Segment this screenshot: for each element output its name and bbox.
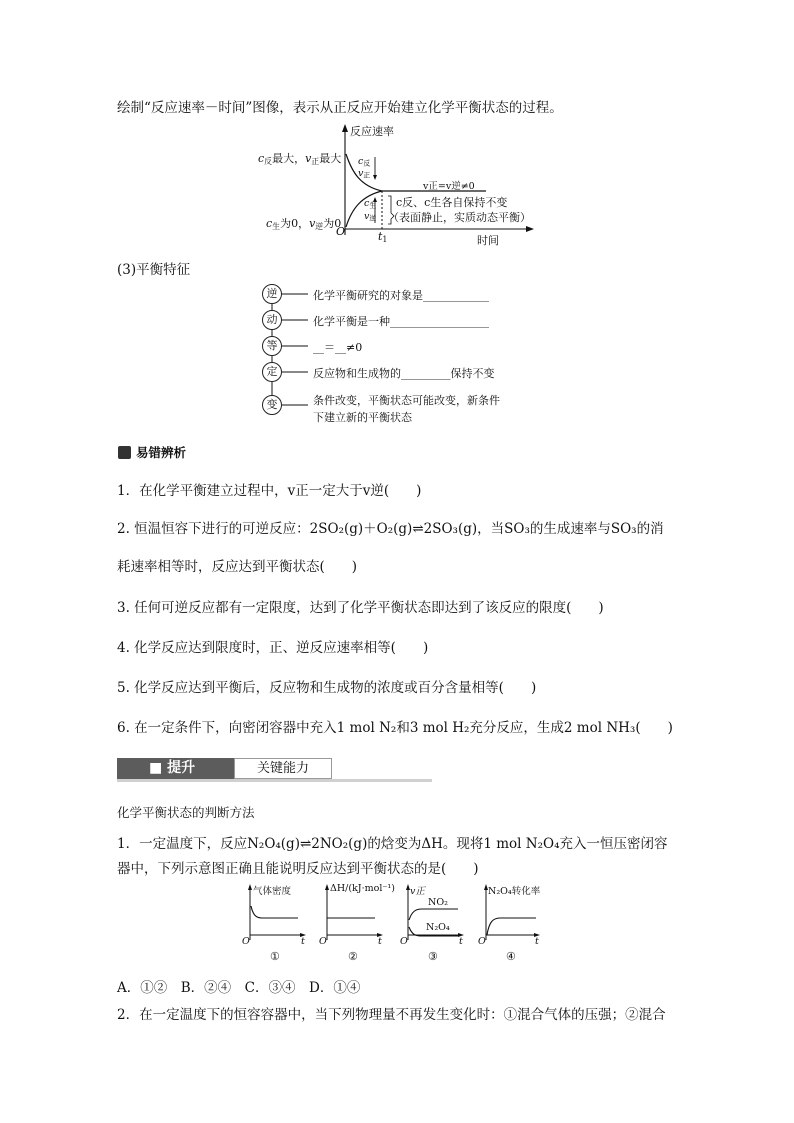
c-fan-label: $c_反$: [358, 156, 371, 168]
section3-title: (3)平衡特征: [117, 262, 191, 278]
mini-graph1-origin: O: [242, 936, 250, 947]
question1-options: A．①② B．②④ C．③④ D．①④: [117, 980, 361, 996]
top-left-label: $c_反$最大，$v_正$最大: [258, 152, 342, 166]
feature-badge-bian: 变: [262, 395, 282, 415]
note-line1: c反、c生各自保持不变: [396, 196, 508, 209]
statement-3: 3. 任何可逆反应都有一定限度，达到了化学平衡状态即达到了该反应的限度( ): [117, 600, 604, 616]
mini-graph2-caption: ②: [348, 950, 358, 963]
origin-label: O: [336, 225, 346, 238]
feature-text-ni: 化学平衡研究的对象是____________: [313, 289, 489, 302]
intro-text: 绘制“反应速率－时间”图像，表示从正反应开始建立化学平衡状态的过程。: [117, 100, 563, 116]
mini-graph1-t: t: [301, 936, 305, 947]
note-line2: （表面静止，实质动态平衡）: [388, 211, 531, 224]
v-ni-label: $v_逆$: [364, 211, 377, 223]
mini-graph1-caption: ①: [270, 950, 280, 963]
feature-badge-ding: 定: [262, 362, 282, 382]
c-sheng-label: $c_生$: [364, 198, 377, 210]
judge-method-title: 化学平衡状态的判断方法: [117, 805, 255, 820]
statement-2: 2. 恒温恒容下进行的可逆反应：2SO₂(g)＋O₂(g)⇌2SO₃(g)，当SO₃的生成速率与SO₃的消: [117, 521, 664, 537]
mini-graph4-ylabel: N₂O₄转化率: [488, 886, 541, 897]
statement-5: 5. 化学反应达到平衡后，反应物和生成物的浓度或百分含量相等( ): [117, 680, 537, 696]
error-analysis-title: 易错辨析: [136, 445, 187, 460]
banner-left-label: ■ 提升: [149, 760, 196, 776]
statement-2-cont: 耗速率相等时，反应达到平衡状态( ): [117, 559, 358, 575]
feature-badge-dong: 动: [262, 310, 282, 330]
y-axis-label: 反应速率: [350, 125, 394, 138]
mini-graph2-ylabel: ΔH/(kJ·mol⁻¹): [330, 883, 395, 894]
mini-graph1-ylabel: 气体密度: [253, 886, 292, 897]
mini-graph2-origin: O: [319, 936, 327, 947]
feature-badge-ni: 逆: [262, 284, 282, 304]
banner-right-label: 关键能力: [234, 758, 332, 779]
mini-graph2-t: t: [378, 936, 382, 947]
v-zheng-label: $v_正$: [358, 168, 371, 180]
feature-text-bian-2: 下建立新的平衡状态: [313, 411, 412, 424]
question1-line2: 器中，下列示意图正确且能说明反应达到平衡状态的是( ): [117, 861, 479, 877]
feature-text-ding: 反应物和生成物的_________保持不变: [313, 367, 495, 380]
mini-graph3-curve-n2o4: N₂O₄: [426, 922, 450, 933]
feature-text-bian-1: 条件改变，平衡状态可能改变，新条件: [313, 394, 500, 407]
feature-text-deng: __＝__≠0: [313, 341, 363, 354]
statement-1: 1．在化学平衡建立过程中，v正一定大于v逆( ): [117, 483, 422, 499]
bottom-left-label: $c_生$为0，$v_逆$为0: [266, 217, 342, 231]
statement-4: 4. 化学反应达到限度时，正、逆反应速率相等( ): [117, 640, 429, 656]
feature-badge-deng: 等: [262, 336, 282, 356]
feature-text-dong: 化学平衡是一种__________________: [313, 315, 489, 328]
mini-graph3-curve-no2: NO₂: [428, 897, 448, 908]
question1-line1: 1．一定温度下，反应N₂O₄(g)⇌2NO₂(g)的焓变为ΔH。现将1 mol N₂O₄充入一恒压密闭容: [117, 836, 668, 852]
mini-graph3-caption: ③: [428, 950, 438, 963]
mini-graph4-t: t: [535, 936, 539, 947]
mini-graph3-ylabel: v正: [410, 886, 425, 897]
question2-line1: 2．在一定温度下的恒容容器中，当下列物理量不再发生变化时：①混合气体的压强；②混合: [117, 1007, 666, 1023]
mini-graph3-origin: O: [400, 936, 408, 947]
equilibrium-label: v正=v逆≠0: [423, 181, 475, 192]
statement-6: 6. 在一定条件下，向密闭容器中充入1 mol N₂和3 mol H₂充分反应，生成2 mol NH₃( ): [117, 720, 673, 736]
mini-graph4-origin: O: [478, 936, 486, 947]
mini-graph4-caption: ④: [506, 950, 516, 963]
t1-label: $t_1$: [378, 230, 388, 244]
mini-graph3-t: t: [459, 936, 463, 947]
x-axis-label: 时间: [477, 234, 499, 247]
